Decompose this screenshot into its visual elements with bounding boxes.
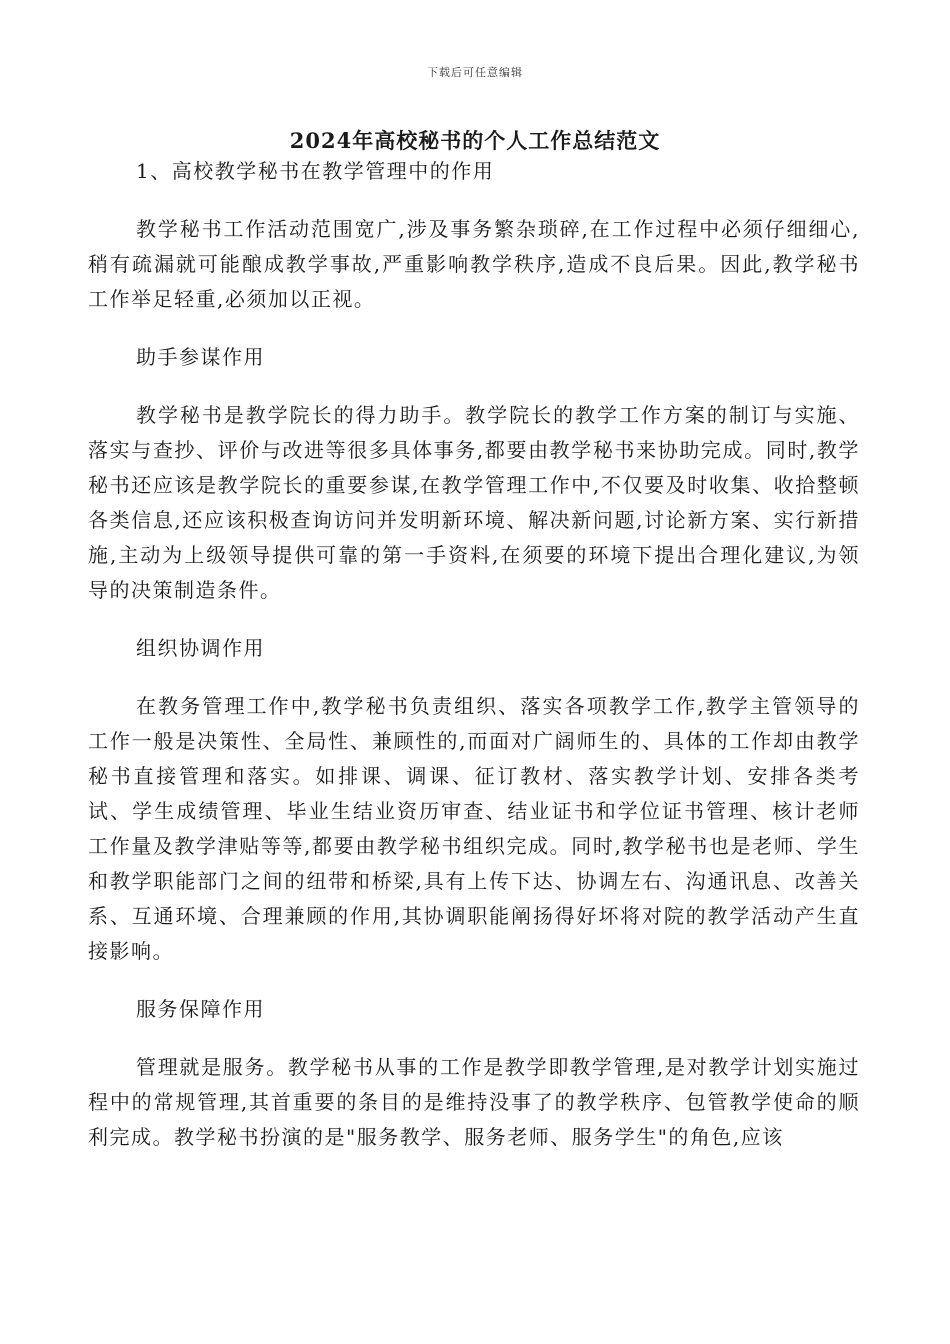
section-heading: 组织协调作用 [136,636,265,660]
body-paragraph: 管理就是服务。教学秘书从事的工作是教学即教学管理,是对教学计划实施过程中的常规管理,其首重要的条目的是维持没事了的教学秩序、包管教学使命的顺利完成。教学秘书扮演的是"服务教学、服务老师、服务学生"的角色,应该 [88,1055,860,1149]
document-title: 2024年高校秘书的个人工作总结范文 [289,128,661,153]
document-body [88,154,860,1155]
section-heading: 助手参谋作用 [136,345,265,369]
body-paragraph: 教学秘书工作活动范围宽广,涉及事务繁杂琐碎,在工作过程中必须仔细细心,稍有疏漏就可能酿成教学事故,严重影响教学秩序,造成不良后果。因此,教学秘书工作举足轻重,必须加以正视。 [88,217,860,311]
body-paragraph: 在教务管理工作中,教学秘书负责组织、落实各项教学工作,教学主管领导的工作一般是决策性、全局性、兼顾性的,而面对广阔师生的、具体的工作却由教学秘书直接管理和落实。如排课、调课、征订教材、落实教学计划、安排各类考试、学生成绩管理、毕业生结业资历审查、结业证书和学位证书管理、核计老师工作量及教学津贴等等,都要由教学秘书组织完成。同时,教学秘书也是老师、学生和教学职能部门之间的纽带和桥梁,具有上传下达、协调左右、沟通讯息、改善关系、互通环境、合理兼顾的作用,其协调职能阐扬得好坏将对院的教学活动产生直接影响。 [88,694,860,963]
section-heading: 1、高校教学秘书在教学管理中的作用 [136,159,495,183]
section-heading: 服务保障作用 [136,997,265,1021]
body-paragraph: 教学秘书是教学院长的得力助手。教学院长的教学工作方案的制订与实施、落实与查抄、评价与改进等很多具体事务,都要由教学秘书来协助完成。同时,教学秘书还应该是教学院长的重要参谋,在教学管理工作中,不仅要及时收集、收拾整顿各类信息,还应该积极查询访问并发明新环境、解决新问题,讨论新方案、实行新措施,主动为上级领导提供可靠的第一手资料,在须要的环境下提出合理化建议,为领导的决策制造条件。 [88,403,860,602]
header-note: 下载后可任意编辑 [427,66,523,79]
